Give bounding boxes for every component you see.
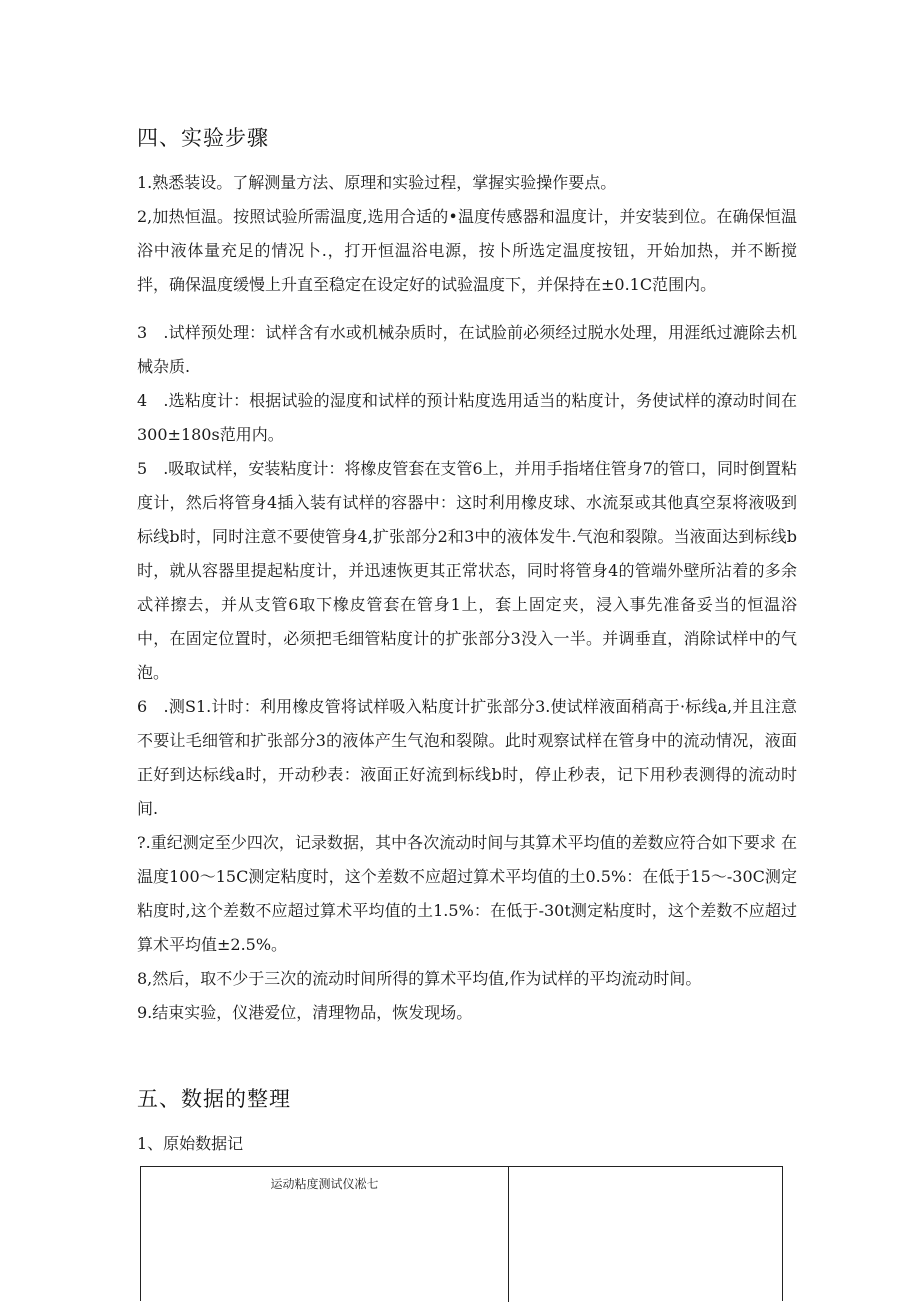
raw-data-table: [140, 1166, 783, 1301]
step-2: 2,加热恒温。按照试验所需温度,选用合适的•温度传感器和温度计，并安装到位。在确保恒温浴中液体量充足的情况卜.，打开恒温浴电源，按卜所选定温度按钮，开始加热，并不断搅拌，确保温度缓慢上升直至稳定在设定好的试验温度下，并保持在±0.1C范围内。: [137, 207, 797, 294]
section-5-heading: 五、数据的整理: [137, 1087, 291, 1111]
step-7: ?.重纪测定至少四次，记录数据，其中各次流动时间与其算术平均值的差数应符合如下要求 在温度100～15C测定粘度时，这个差数不应超过算术平均值的土0.5%：在低于15～-30C测定粘度时,这个差数不应超过算术平均值的土1.5%：在低于-30t测定粘度时，这个差数不应超过算术平均值±2.5%。: [137, 833, 797, 954]
step-9: 9.结束实验，仪港爱位，清理物品，恢发现场。: [137, 1003, 473, 1022]
step-3: 3 .试样预处理：试样含有水或机械杂质时，在试脸前必须经过脱水处理，用涯纸过漉除去机械杂质.: [137, 323, 797, 376]
step-8: 8,然后，取不少于三次的流动时间所得的算术平均值,作为试样的平均流动时间。: [137, 969, 702, 988]
step-1: 1.熟悉装设。了解测量方法、原理和实验过程，掌握实验操作要点。: [137, 173, 617, 192]
step-4: 4 .选粘度计：根据试验的湿度和试样的预计粘度选用适当的粘度计，务使试样的潦动时间在300±180s范用内。: [137, 391, 797, 444]
section-4-heading: 四、实验步骤: [137, 126, 269, 150]
table-column-divider: [508, 1167, 509, 1302]
step-6: 6 .测S1.计时：利用橡皮管将试样吸入粘度计扩张部分3.使试样液面稍高于·标线a,并且注意不要让毛细管和扩张部分3的液体产生气泡和裂隙。此时观察试样在管身中的流动情况，液面正好到达标线a时，开动秒表：液面正好流到标线b时，停止秒表，记下用秒表测得的流动时间.: [137, 697, 797, 818]
raw-data-subheading: 1、原始数据记: [137, 1134, 244, 1153]
table-header-left: 运动粘度测试仪凇七: [270, 1177, 379, 1191]
step-5: 5 .吸取试样，安装粘度计：将橡皮管套在支管6上，并用手指堵住管身7的管口，同时倒置粘度计，然后将管身4插入装有试样的容器中：这时利用橡皮球、水流泵或其他真空泵将液吸到标线b时，同时注意不要使管身4,扩张部分2和3中的液体发牛.气泡和裂隙。当液面达到标线b时，就从容器里提起粘度计，并迅速恢更其正常状态，同时将管身4的管端外壁所沾着的多余忒祥擦去，并从支管6取下橡皮管套在管身1上，套上固定夹，浸入事先准备妥当的恒温浴中，在固定位置时，必须把毛细管粘度计的扩张部分3没入一半。并调垂直，消除试样中的气泡。: [137, 459, 797, 682]
experiment-steps: [137, 166, 797, 1030]
